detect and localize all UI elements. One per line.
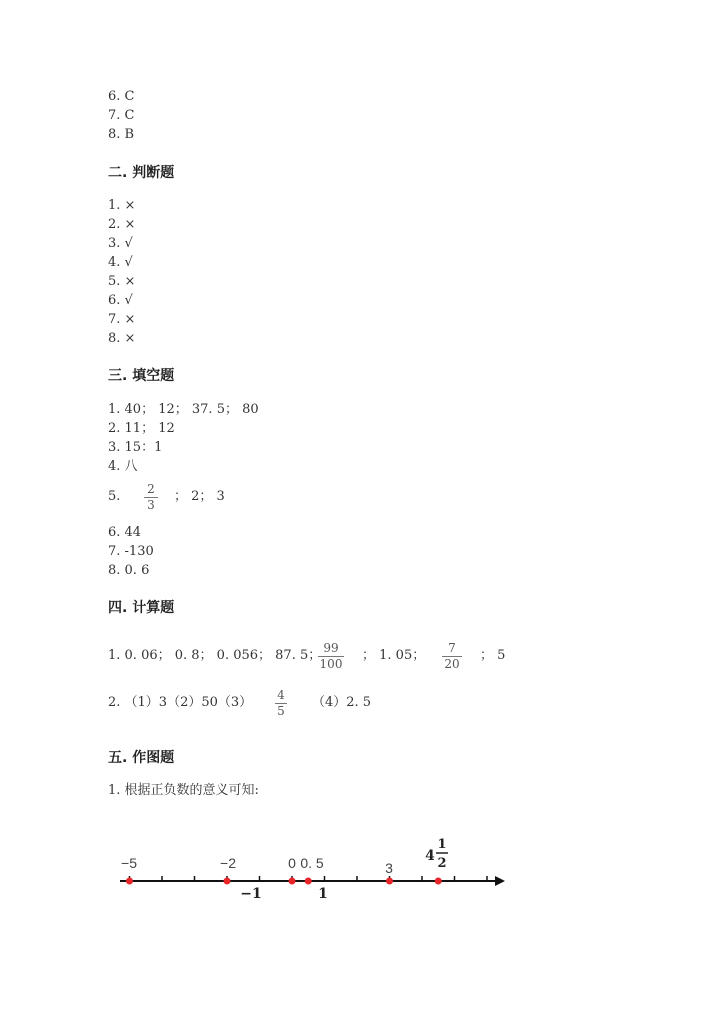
answer-line: 7. × [108, 312, 136, 327]
section-title-judgement: 二. 判断题 [108, 165, 175, 181]
answer-line: 8. × [108, 331, 136, 346]
answer-line-part: ； 1. 05； [362, 648, 426, 663]
answer-line: 7. C [108, 108, 135, 123]
section-title-fill-blank: 三. 填空题 [108, 368, 175, 384]
answer-line-part: 1. 0. 06； 0. 8； 0. 056； 87. 5； [108, 648, 322, 663]
number-line-point [126, 878, 133, 885]
bottom-label: −1 [240, 886, 262, 902]
fraction-denominator: 20 [444, 657, 460, 671]
answer-line-part: 2. （1）3（2）50（3） [108, 695, 253, 710]
answer-line-prefix: 5. [108, 489, 121, 504]
answer-line: 4. √ [108, 255, 133, 270]
top-label: −5 [121, 855, 137, 871]
mixed-number-numerator: 1 [437, 837, 447, 852]
answer-line: 6. √ [108, 293, 133, 308]
mixed-number-denominator: 2 [437, 856, 447, 871]
fraction-numerator: 7 [448, 641, 456, 655]
number-line-point [435, 878, 442, 885]
answer-line: 8. B [108, 127, 135, 142]
answer-line-part: （4）2. 5 [312, 695, 372, 710]
number-line-point [224, 878, 231, 885]
answer-line: 7. -130 [108, 544, 154, 559]
answer-line: 1. 40； 12； 37. 5； 80 [108, 402, 259, 417]
mixed-number-whole: 4 [425, 848, 435, 864]
fraction-numerator: 4 [277, 688, 285, 702]
answer-line: 6. C [108, 89, 135, 104]
answer-line: 3. √ [108, 236, 133, 251]
fraction-denominator: 5 [277, 704, 285, 718]
answer-line: 4. 八 [108, 459, 138, 474]
fraction-numerator: 2 [147, 482, 155, 496]
section-title-drawing: 五. 作图题 [108, 750, 175, 766]
fraction-denominator: 100 [319, 657, 343, 671]
top-label: 0 [288, 855, 296, 871]
top-label: 3 [385, 860, 393, 876]
arrow-head-icon [495, 876, 505, 886]
answer-line: 2. × [108, 217, 136, 232]
number-line-point [305, 878, 312, 885]
number-line-point [386, 878, 393, 885]
answer-line: 8. 0. 6 [108, 563, 150, 578]
fraction-numerator: 99 [323, 641, 339, 655]
answer-line: 2. 11； 12 [108, 421, 175, 436]
fraction [144, 482, 158, 512]
answer-line-part: ； 5 [480, 648, 506, 663]
answer-line: 1. 根据正负数的意义可知: [108, 783, 259, 798]
answer-line: 6. 44 [108, 525, 142, 540]
answer-line: 1. × [108, 198, 136, 213]
bottom-label: 1 [318, 886, 328, 902]
fraction-denominator: 3 [147, 498, 155, 512]
number-line-figure [100, 830, 520, 910]
fraction [318, 641, 344, 671]
number-line-point [289, 878, 296, 885]
answer-line: 3. 15：1 [108, 440, 163, 455]
answer-line: 5. × [108, 274, 136, 289]
section-title-calculation: 四. 计算题 [108, 600, 175, 616]
top-label: 0. 5 [300, 855, 324, 871]
fraction [275, 688, 287, 718]
fraction [442, 641, 462, 671]
answer-line-suffix: ； 2； 3 [174, 489, 225, 504]
top-label: −2 [220, 855, 236, 871]
